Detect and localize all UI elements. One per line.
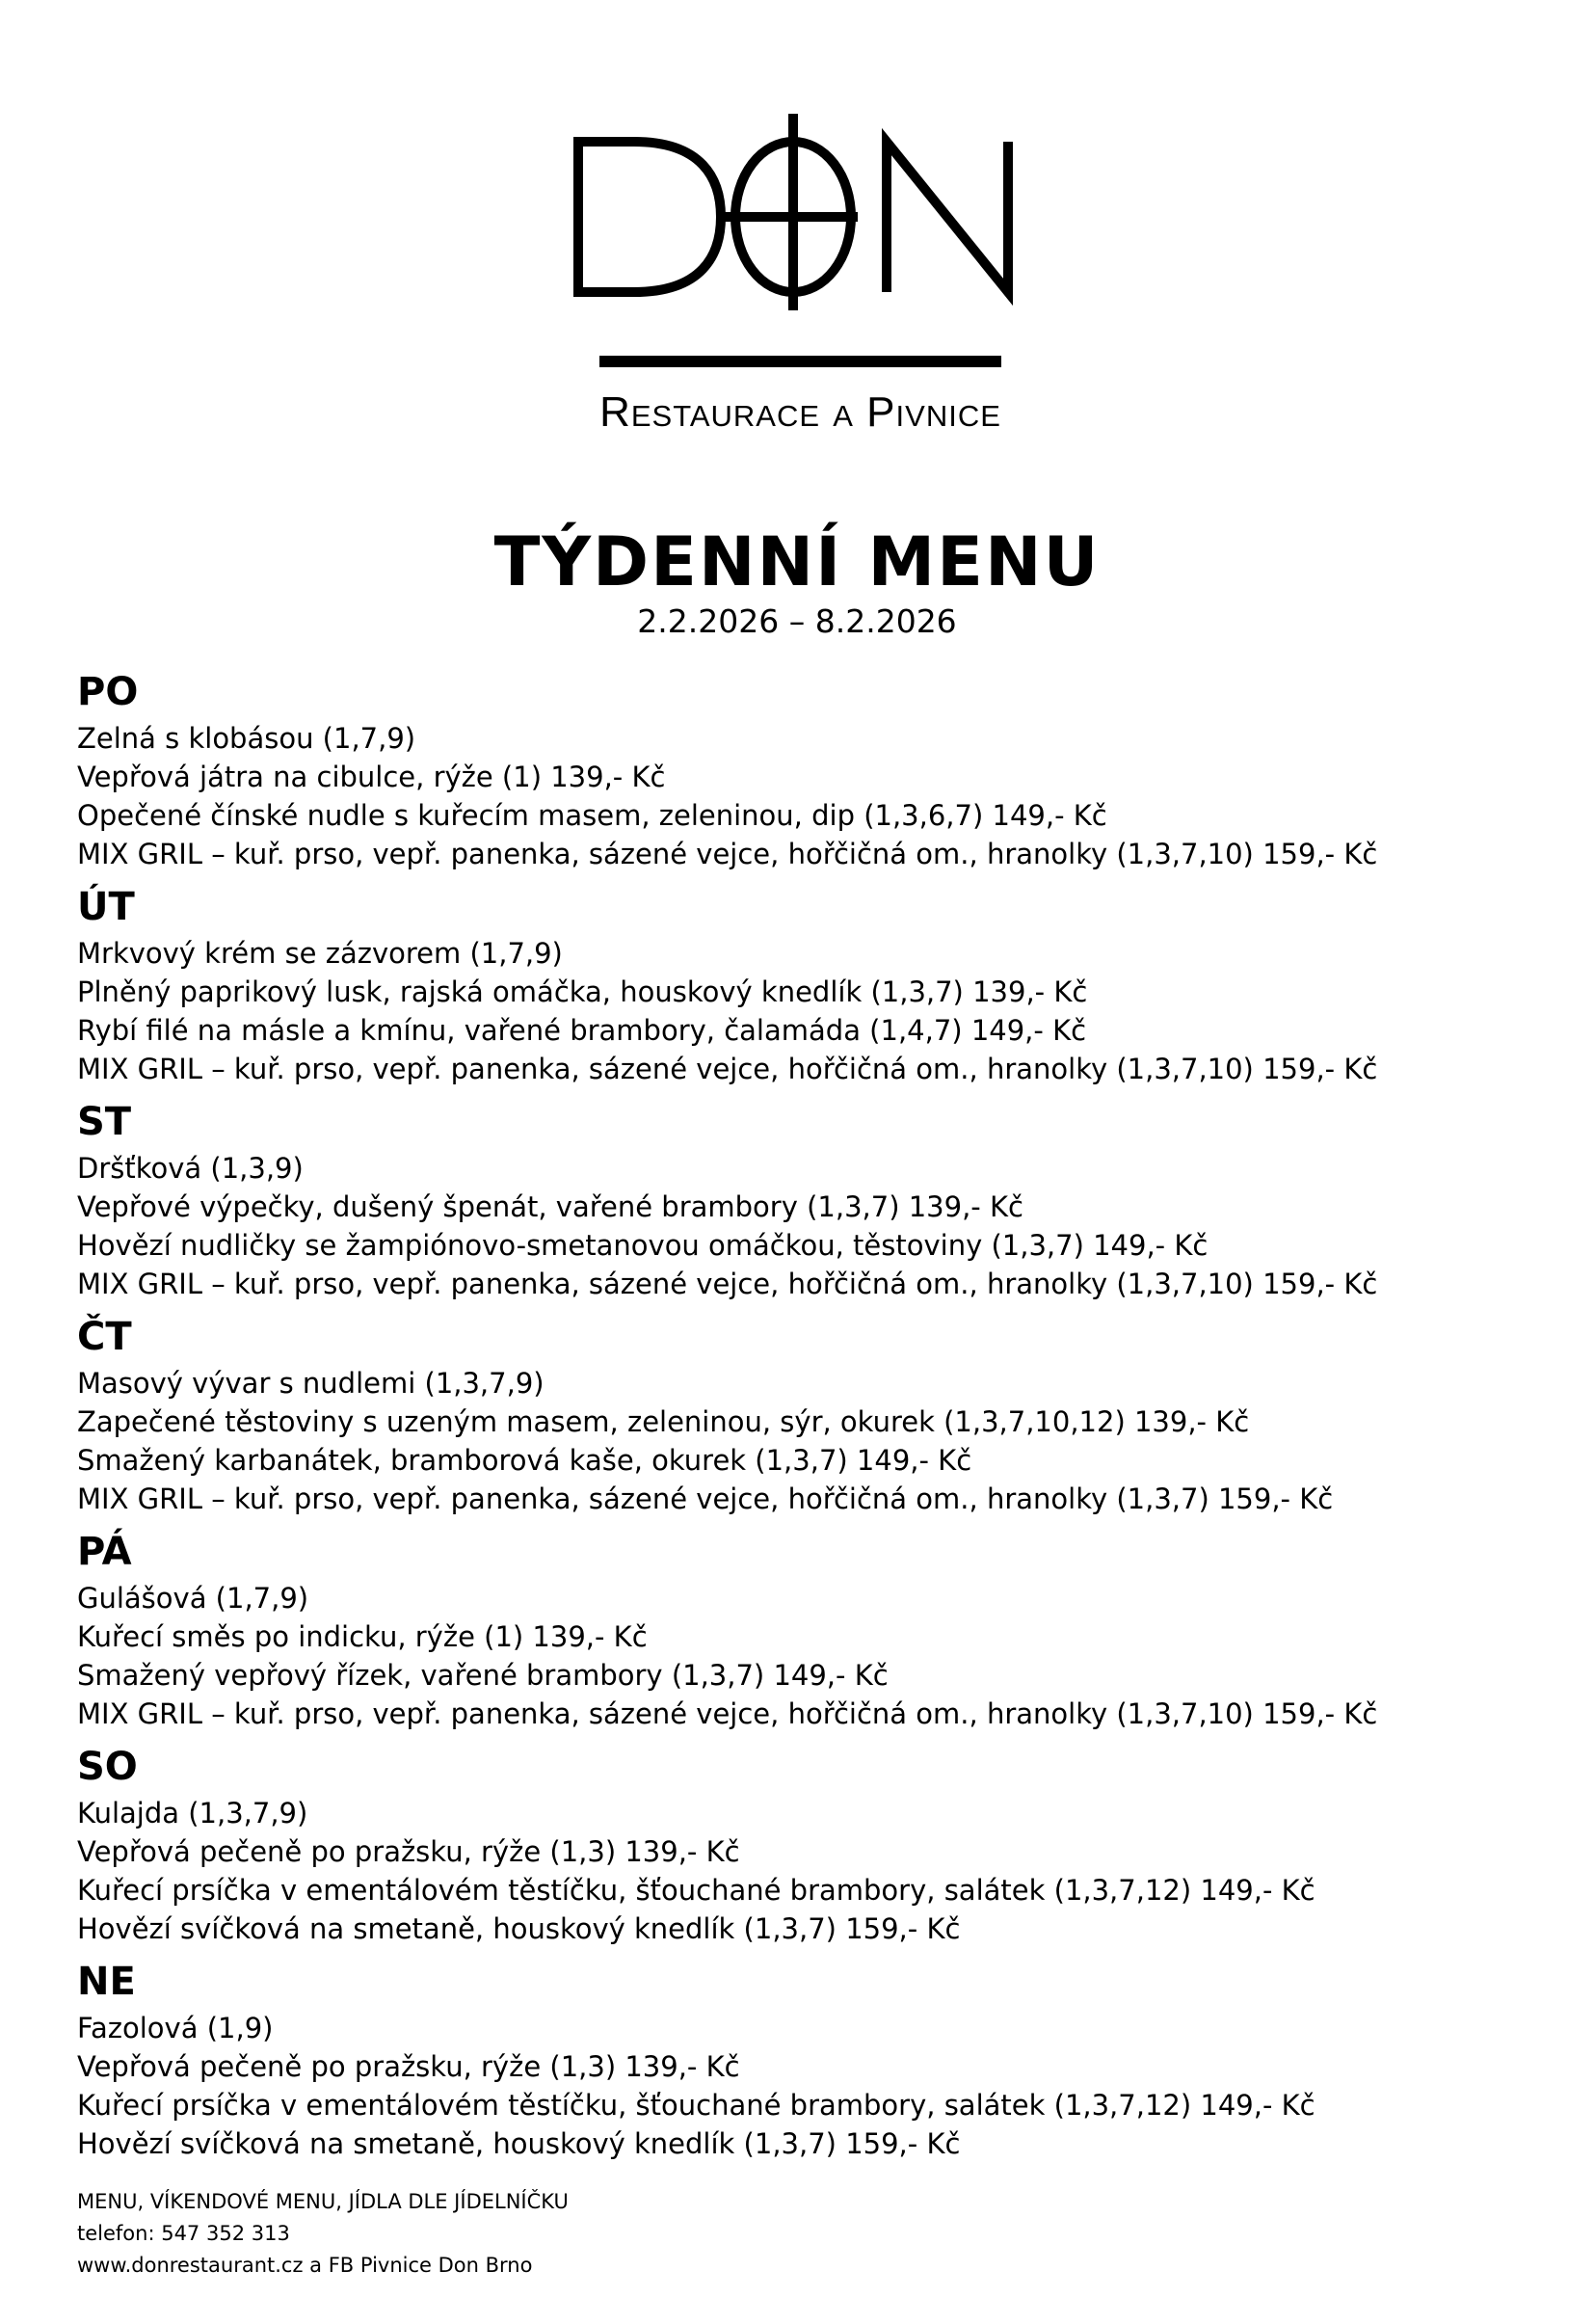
menu-item: Plněný paprikový lusk, rajská omáčka, houskový knedlík (1,3,7) 139,- Kč: [77, 975, 1088, 1008]
menu-item: MIX GRIL – kuř. prso, vepř. panenka, sázené vejce, hořčičná om., hranolky (1,3,7,10) 159,- Kč: [77, 1697, 1378, 1730]
menu-item: Dršťková (1,3,9): [77, 1152, 304, 1185]
menu-item: Kuřecí prsíčka v ementálovém těstíčku, šťouchané brambory, salátek (1,3,7,12) 149,- Kč: [77, 1874, 1315, 1907]
menu-item: MIX GRIL – kuř. prso, vepř. panenka, sázené vejce, hořčičná om., hranolky (1,3,7,10) 159,- Kč: [77, 1053, 1378, 1085]
menu-item: MIX GRIL – kuř. prso, vepř. panenka, sázené vejce, hořčičná om., hranolky (1,3,7,10) 159,- Kč: [77, 1268, 1378, 1300]
logo-underline: [599, 356, 1001, 367]
logo: [0, 0, 1594, 453]
don-wordmark-logo: [559, 106, 1041, 318]
menu-item: Vepřové výpečky, dušený špenát, vařené brambory (1,3,7) 139,- Kč: [77, 1190, 1023, 1223]
menu-item: Kuřecí prsíčka v ementálovém těstíčku, šťouchané brambory, salátek (1,3,7,12) 149,- Kč: [77, 2089, 1315, 2122]
menu-item: Smažený karbanátek, bramborová kaše, okurek (1,3,7) 149,- Kč: [77, 1444, 972, 1477]
menu-item: Vepřová játra na cibulce, rýže (1) 139,- Kč: [77, 761, 666, 793]
day-heading: PÁ: [77, 1530, 132, 1574]
menu-item: Hovězí svíčková na smetaně, houskový knedlík (1,3,7) 159,- Kč: [77, 1912, 961, 1945]
footer-note: MENU, VÍKENDOVÉ MENU, JÍDLA DLE JÍDELNÍČKU: [77, 2190, 569, 2213]
menu-item: Masový vývar s nudlemi (1,3,7,9): [77, 1367, 545, 1400]
menu-item: Gulášová (1,7,9): [77, 1582, 309, 1615]
day-heading: PO: [77, 670, 139, 714]
menu-item: Zapečené těstoviny s uzeným masem, zeleninou, sýr, okurek (1,3,7,10,12) 139,- Kč: [77, 1405, 1250, 1438]
day-section-so: [77, 1740, 1542, 1955]
menu-item: Mrkvový krém se zázvorem (1,7,9): [77, 937, 563, 970]
menu-item: Kuřecí směs po indicku, rýže (1) 139,- Kč: [77, 1620, 648, 1653]
footer-web: www.donrestaurant.cz a FB Pivnice Don Brno: [77, 2254, 533, 2277]
day-section-pa: [77, 1525, 1542, 1740]
menu-item: MIX GRIL – kuř. prso, vepř. panenka, sázené vejce, hořčičná om., hranolky (1,3,7,10) 159,- Kč: [77, 838, 1378, 870]
menu-item: Hovězí nudličky se žampiónovo-smetanovou omáčkou, těstoviny (1,3,7) 149,- Kč: [77, 1229, 1209, 1262]
day-heading: SO: [77, 1745, 138, 1789]
menu-item: Vepřová pečeně po pražsku, rýže (1,3) 139,- Kč: [77, 1835, 740, 1868]
page-title: TÝDENNÍ MENU: [493, 522, 1101, 601]
menu-item: Rybí filé na másle a kmínu, vařené brambory, čalamáda (1,4,7) 149,- Kč: [77, 1014, 1087, 1047]
menu-item: Kulajda (1,3,7,9): [77, 1797, 308, 1830]
footer-phone: telefon: 547 352 313: [77, 2222, 290, 2245]
day-heading: ST: [77, 1100, 132, 1144]
menu-item: Zelná s klobásou (1,7,9): [77, 722, 416, 755]
menu-item: Vepřová pečeně po pražsku, rýže (1,3) 139,- Kč: [77, 2050, 740, 2083]
day-section-ct: [77, 1310, 1542, 1525]
menu-item: Hovězí svíčková na smetaně, houskový knedlík (1,3,7) 159,- Kč: [77, 2127, 961, 2160]
day-heading: ČT: [77, 1315, 132, 1359]
day-section-po: [77, 665, 1542, 880]
menu-item: Opečené čínské nudle s kuřecím masem, zeleninou, dip (1,3,6,7) 149,- Kč: [77, 799, 1107, 832]
menu-item: MIX GRIL – kuř. prso, vepř. panenka, sázené vejce, hořčičná om., hranolky (1,3,7) 159,- Kč: [77, 1483, 1334, 1515]
day-section-ne: [77, 1955, 1542, 2170]
logo-subtitle: Restaurace a Pivnice: [599, 388, 1001, 436]
menu-item: Fazolová (1,9): [77, 2012, 274, 2044]
day-section-ut: [77, 880, 1542, 1095]
day-heading: ÚT: [77, 885, 135, 929]
weekly-menu: [77, 665, 1542, 2170]
date-range: 2.2.2026 – 8.2.2026: [637, 602, 957, 640]
footer: [77, 2186, 944, 2282]
day-section-st: [77, 1095, 1542, 1310]
menu-item: Smažený vepřový řízek, vařené brambory (1,3,7) 149,- Kč: [77, 1659, 889, 1692]
day-heading: NE: [77, 1960, 136, 2004]
